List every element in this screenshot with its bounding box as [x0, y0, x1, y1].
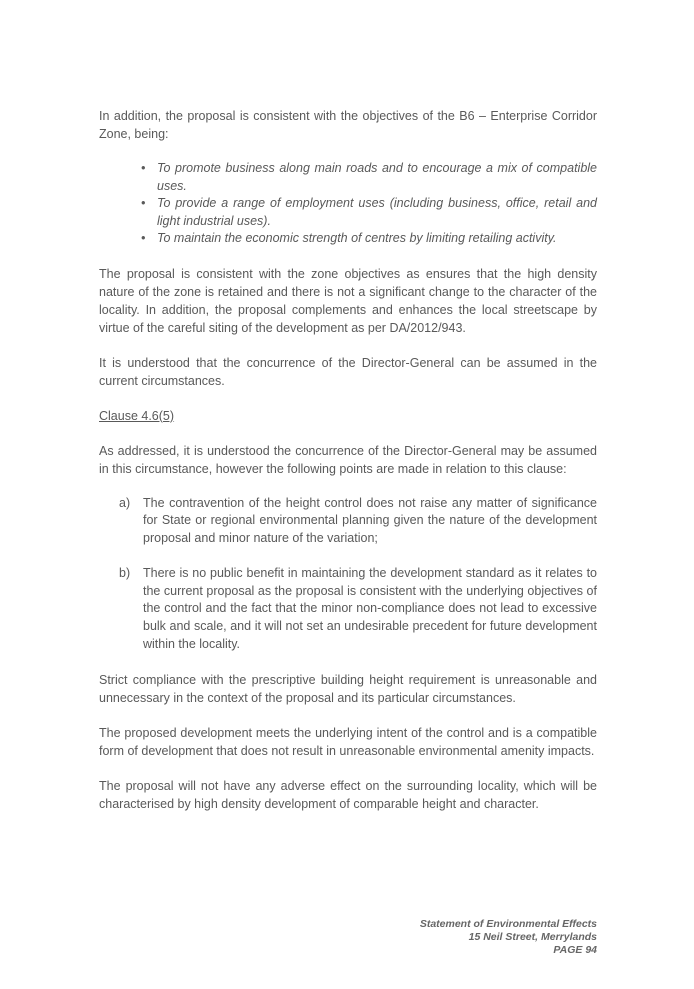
- intent-paragraph: The proposed development meets the underlying intent of the control and is a compatible form of development that does not result in unreasonable environmental amenity impacts.: [99, 725, 597, 758]
- addressed-paragraph: As addressed, it is understood the concurrence of the Director-General may be assumed in this circumstance, however the following points are made in relation to this clause:: [99, 443, 597, 476]
- list-item-text: To promote business along main roads and to encourage a mix of compatible uses.: [157, 161, 597, 193]
- footer-document-title: Statement of Environmental Effects: [419, 918, 597, 930]
- concurrence-paragraph: It is understood that the concurrence of the Director-General can be assumed in the current circumstances.: [99, 355, 597, 388]
- bullet-icon: •: [141, 231, 146, 245]
- list-item: [119, 495, 597, 548]
- page-footer: [420, 918, 597, 957]
- list-item-text: The contravention of the height control does not raise any matter of significance for State or regional environmental planning given the nature of the development proposal and minor nature of the variation;: [143, 495, 597, 546]
- zone-objectives-list: [99, 160, 597, 248]
- list-item: [141, 160, 597, 195]
- list-item-text: There is no public benefit in maintaining the development standard as it relates to the current proposal as the proposal is consistent with the underlying objectives of the control and the fact that the minor non-compliance does not lead to excessive bulk and scale, and it will not set an undesirable precedent for future development within the locality.: [143, 565, 597, 652]
- compliance-paragraph: Strict compliance with the prescriptive building height requirement is unreasonable and unnecessary in the context of the proposal and its particular circumstances.: [99, 672, 597, 705]
- clause-points-list: [99, 495, 597, 654]
- objectives-paragraph: The proposal is consistent with the zone objectives as ensures that the high density nature of the zone is retained and there is not a significant change to the character of the locality. In addition, the proposal complements and enhances the local streetscape by virtue of the careful siting of the development as per DA/2012/943.: [99, 266, 597, 335]
- locality-paragraph: The proposal will not have any adverse effect on the surrounding locality, which will be characterised by high density development of comparable height and character.: [99, 778, 597, 811]
- list-marker: a): [119, 495, 131, 510]
- list-item: [119, 565, 597, 654]
- bullet-icon: •: [141, 196, 146, 210]
- list-marker: b): [119, 565, 131, 580]
- bullet-icon: •: [141, 161, 146, 175]
- list-item: [141, 230, 597, 248]
- list-item-text: To maintain the economic strength of centres by limiting retailing activity.: [157, 231, 557, 245]
- footer-address: 15 Neil Street, Merrylands: [468, 931, 597, 943]
- document-body: [99, 107, 597, 813]
- page-number: PAGE 94: [553, 944, 597, 956]
- list-item-text: To provide a range of employment uses (including business, office, retail and light industrial uses).: [157, 196, 597, 228]
- clause-heading: Clause 4.6(5): [99, 408, 175, 423]
- list-item: [141, 195, 597, 230]
- intro-paragraph: In addition, the proposal is consistent with the objectives of the B6 – Enterprise Corridor Zone, being:: [99, 109, 597, 141]
